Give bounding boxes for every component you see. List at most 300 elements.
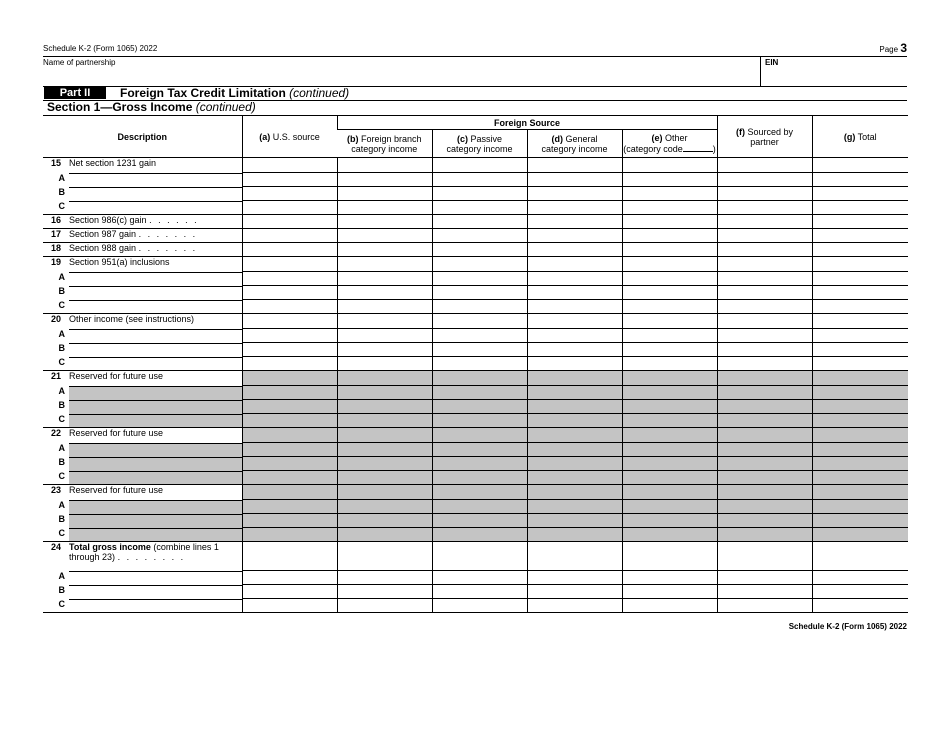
line-23-description	[43, 485, 242, 500]
amount-cell-col-a[interactable]	[242, 599, 337, 613]
line-16-description	[43, 215, 242, 229]
line-22-description	[43, 428, 242, 443]
amount-cell-col-e	[622, 443, 717, 457]
sub-line-entry	[69, 471, 242, 485]
amount-cell-col-f[interactable]	[717, 571, 812, 585]
amount-cell-col-a	[242, 371, 337, 386]
amount-cell-col-f	[717, 485, 812, 500]
amount-cell-col-g	[812, 471, 908, 485]
form-name: Schedule K-2 (Form 1065) 2022	[43, 44, 158, 53]
amount-cell-col-g[interactable]	[812, 229, 908, 243]
amount-cell-col-b	[337, 514, 432, 528]
sub-line-description	[43, 357, 242, 371]
line-23-row	[43, 485, 908, 500]
amount-cell-col-g	[812, 371, 908, 386]
amount-cell-col-f	[717, 528, 812, 542]
amount-cell-col-g[interactable]	[812, 300, 908, 314]
amount-cell-col-g[interactable]	[812, 314, 908, 329]
amount-cell-col-c	[432, 500, 527, 514]
line-number: 16	[50, 215, 61, 225]
amount-cell-col-a[interactable]	[242, 158, 337, 173]
sub-line-description	[43, 457, 242, 471]
amount-cell-col-c[interactable]	[432, 187, 527, 201]
amount-cell-col-d	[527, 414, 622, 428]
amount-cell-col-a	[242, 514, 337, 528]
amount-cell-col-c[interactable]	[432, 300, 527, 314]
sub-line-entry[interactable]	[69, 286, 242, 300]
amount-cell-col-d[interactable]	[527, 542, 622, 571]
amount-cell-col-d[interactable]	[527, 201, 622, 215]
amount-cell-col-b[interactable]	[337, 542, 432, 571]
amount-cell-col-f[interactable]	[717, 215, 812, 229]
sub-line-letter: B	[58, 186, 65, 197]
amount-cell-col-e[interactable]	[622, 187, 717, 201]
sub-line-entry[interactable]	[69, 357, 242, 371]
sub-line-letter: C	[58, 470, 65, 481]
amount-cell-col-f[interactable]	[717, 314, 812, 329]
sub-line-entry	[69, 386, 242, 400]
sub-line-description	[43, 272, 242, 286]
amount-cell-col-f	[717, 386, 812, 400]
sub-line-entry[interactable]	[69, 343, 242, 357]
amount-cell-col-a[interactable]	[242, 585, 337, 599]
amount-cell-col-a[interactable]	[242, 272, 337, 286]
amount-cell-col-e[interactable]	[622, 243, 717, 257]
line-16-row	[43, 215, 908, 229]
amount-cell-col-b[interactable]	[337, 585, 432, 599]
amount-cell-col-f[interactable]	[717, 585, 812, 599]
sub-line-letter: A	[58, 570, 65, 581]
amount-cell-col-e[interactable]	[622, 585, 717, 599]
sub-line-letter: A	[58, 499, 65, 510]
sub-line-description	[43, 300, 242, 314]
partnership-name-field[interactable]	[43, 68, 758, 85]
amount-cell-col-d[interactable]	[527, 215, 622, 229]
line-19-b-row	[43, 286, 908, 300]
amount-cell-col-f[interactable]	[717, 286, 812, 300]
sub-line-entry	[69, 528, 242, 542]
line-22-b-row	[43, 457, 908, 471]
amount-cell-col-b	[337, 386, 432, 400]
line-number: 21	[50, 371, 61, 381]
amount-cell-col-d[interactable]	[527, 173, 622, 187]
line-label: Reserved for future use	[69, 428, 164, 438]
amount-cell-col-d	[527, 528, 622, 542]
part-title-text: Foreign Tax Credit Limitation	[120, 86, 286, 100]
line-number: 19	[50, 257, 61, 267]
amount-cell-col-b	[337, 428, 432, 443]
sub-line-description	[43, 471, 242, 485]
amount-cell-col-f[interactable]	[717, 357, 812, 371]
amount-cell-col-e[interactable]	[622, 300, 717, 314]
amount-cell-col-a	[242, 528, 337, 542]
amount-cell-col-c[interactable]	[432, 272, 527, 286]
amount-cell-col-e[interactable]	[622, 329, 717, 343]
amount-cell-col-f	[717, 400, 812, 414]
amount-cell-col-b[interactable]	[337, 243, 432, 257]
amount-cell-col-a[interactable]	[242, 257, 337, 272]
amount-cell-col-f	[717, 414, 812, 428]
col-e-header: (e) Other (category code )	[622, 130, 717, 158]
sub-line-entry[interactable]	[69, 585, 242, 599]
amount-cell-col-g[interactable]	[812, 173, 908, 187]
line-24-row	[43, 542, 908, 571]
amount-cell-col-g[interactable]	[812, 243, 908, 257]
amount-cell-col-g[interactable]	[812, 329, 908, 343]
amount-cell-col-c	[432, 485, 527, 500]
line-21-a-row	[43, 386, 908, 400]
line-number: 17	[50, 229, 61, 239]
amount-cell-col-d	[527, 457, 622, 471]
amount-cell-col-c[interactable]	[432, 599, 527, 613]
amount-cell-col-g[interactable]	[812, 542, 908, 571]
amount-cell-col-d[interactable]	[527, 187, 622, 201]
amount-cell-col-b[interactable]	[337, 599, 432, 613]
line-24-b-row	[43, 585, 908, 599]
amount-cell-col-a	[242, 414, 337, 428]
amount-cell-col-a	[242, 400, 337, 414]
amount-cell-col-c[interactable]	[432, 243, 527, 257]
amount-cell-col-a[interactable]	[242, 571, 337, 585]
sub-line-letter: B	[58, 399, 65, 410]
amount-cell-col-g[interactable]	[812, 599, 908, 613]
sub-line-description	[43, 514, 242, 528]
amount-cell-col-b	[337, 471, 432, 485]
section-title-text: Section 1—Gross Income	[47, 100, 193, 114]
col-c-header: (c) Passive category income	[432, 130, 527, 158]
amount-cell-col-a	[242, 471, 337, 485]
sub-line-entry[interactable]	[69, 599, 242, 613]
amount-cell-col-g[interactable]	[812, 286, 908, 300]
amount-cell-col-b[interactable]	[337, 357, 432, 371]
category-code-field[interactable]	[683, 143, 713, 152]
gross-income-table	[43, 115, 908, 613]
line-20-b-row	[43, 343, 908, 357]
line-19-a-row	[43, 272, 908, 286]
sub-line-letter: A	[58, 385, 65, 396]
amount-cell-col-f	[717, 443, 812, 457]
sub-line-entry	[69, 400, 242, 414]
amount-cell-col-g[interactable]	[812, 571, 908, 585]
sub-line-entry[interactable]	[69, 173, 242, 187]
line-15-row	[43, 158, 908, 173]
amount-cell-col-c[interactable]	[432, 257, 527, 272]
amount-cell-col-f[interactable]	[717, 257, 812, 272]
amount-cell-col-b[interactable]	[337, 257, 432, 272]
amount-cell-col-d[interactable]	[527, 229, 622, 243]
page-indicator	[879, 41, 907, 55]
line-24-a-row	[43, 571, 908, 585]
amount-cell-col-c	[432, 528, 527, 542]
sub-line-letter: C	[58, 527, 65, 538]
amount-cell-col-b[interactable]	[337, 571, 432, 585]
sub-line-letter: A	[58, 271, 65, 282]
line-20-c-row	[43, 357, 908, 371]
amount-cell-col-g[interactable]	[812, 187, 908, 201]
line-18-description	[43, 243, 242, 257]
sub-line-description	[43, 571, 242, 585]
amount-cell-col-a[interactable]	[242, 187, 337, 201]
amount-cell-col-f[interactable]	[717, 542, 812, 571]
foreign-source-header: Foreign Source	[337, 116, 717, 130]
amount-cell-col-e[interactable]	[622, 542, 717, 571]
sub-line-description	[43, 500, 242, 514]
amount-cell-col-e[interactable]	[622, 158, 717, 173]
amount-cell-col-e[interactable]	[622, 229, 717, 243]
line-23-a-row	[43, 500, 908, 514]
amount-cell-col-b[interactable]	[337, 343, 432, 357]
ein-field[interactable]	[770, 68, 907, 85]
amount-cell-col-g[interactable]	[812, 257, 908, 272]
line-label: Net section 1231 gain	[69, 158, 157, 168]
amount-cell-col-g[interactable]	[812, 585, 908, 599]
amount-cell-col-b	[337, 371, 432, 386]
amount-cell-col-c[interactable]	[432, 215, 527, 229]
col-f-header: (f) Sourced by partner	[717, 116, 812, 158]
amount-cell-col-d[interactable]	[527, 286, 622, 300]
amount-cell-col-d[interactable]	[527, 158, 622, 173]
amount-cell-col-c[interactable]	[432, 343, 527, 357]
sub-line-entry[interactable]	[69, 571, 242, 585]
amount-cell-col-b[interactable]	[337, 300, 432, 314]
amount-cell-col-f[interactable]	[717, 173, 812, 187]
amount-cell-col-g[interactable]	[812, 357, 908, 371]
line-19-description	[43, 257, 242, 272]
line-17-description	[43, 229, 242, 243]
amount-cell-col-e[interactable]	[622, 571, 717, 585]
amount-cell-col-d[interactable]	[527, 571, 622, 585]
sub-line-letter: A	[58, 328, 65, 339]
line-20-a-row	[43, 329, 908, 343]
sub-line-entry	[69, 500, 242, 514]
sub-line-entry[interactable]	[69, 272, 242, 286]
amount-cell-col-d	[527, 514, 622, 528]
amount-cell-col-e[interactable]	[622, 257, 717, 272]
amount-cell-col-f[interactable]	[717, 343, 812, 357]
amount-cell-col-b	[337, 443, 432, 457]
amount-cell-col-c[interactable]	[432, 173, 527, 187]
amount-cell-col-d[interactable]	[527, 257, 622, 272]
amount-cell-col-c[interactable]	[432, 585, 527, 599]
amount-cell-col-a[interactable]	[242, 329, 337, 343]
amount-cell-col-g[interactable]	[812, 272, 908, 286]
sub-line-letter: C	[58, 200, 65, 211]
amount-cell-col-f[interactable]	[717, 329, 812, 343]
amount-cell-col-b[interactable]	[337, 215, 432, 229]
amount-cell-col-b	[337, 500, 432, 514]
amount-cell-col-f	[717, 500, 812, 514]
amount-cell-col-a[interactable]	[242, 286, 337, 300]
sub-line-description	[43, 187, 242, 201]
amount-cell-col-d[interactable]	[527, 300, 622, 314]
amount-cell-col-f[interactable]	[717, 243, 812, 257]
line-23-c-row	[43, 528, 908, 542]
amount-cell-col-c	[432, 414, 527, 428]
amount-cell-col-d[interactable]	[527, 314, 622, 329]
sub-line-description	[43, 443, 242, 457]
amount-cell-col-e[interactable]	[622, 201, 717, 215]
amount-cell-col-b[interactable]	[337, 329, 432, 343]
amount-cell-col-f[interactable]	[717, 158, 812, 173]
amount-cell-col-d	[527, 386, 622, 400]
amount-cell-col-d[interactable]	[527, 343, 622, 357]
amount-cell-col-g[interactable]	[812, 201, 908, 215]
amount-cell-col-a[interactable]	[242, 215, 337, 229]
col-a-header: (a) U.S. source	[242, 116, 337, 158]
amount-cell-col-b[interactable]	[337, 286, 432, 300]
amount-cell-col-e	[622, 371, 717, 386]
amount-cell-col-a[interactable]	[242, 201, 337, 215]
amount-cell-col-b[interactable]	[337, 201, 432, 215]
amount-cell-col-f[interactable]	[717, 599, 812, 613]
line-15-description	[43, 158, 242, 173]
amount-cell-col-d	[527, 371, 622, 386]
amount-cell-col-c	[432, 428, 527, 443]
amount-cell-col-a[interactable]	[242, 300, 337, 314]
amount-cell-col-c	[432, 443, 527, 457]
sub-line-letter: C	[58, 598, 65, 609]
amount-cell-col-f[interactable]	[717, 201, 812, 215]
amount-cell-col-c[interactable]	[432, 314, 527, 329]
amount-cell-col-d[interactable]	[527, 357, 622, 371]
line-19-row	[43, 257, 908, 272]
amount-cell-col-e[interactable]	[622, 599, 717, 613]
sub-line-entry[interactable]	[69, 201, 242, 215]
sub-line-description	[43, 329, 242, 343]
amount-cell-col-e[interactable]	[622, 173, 717, 187]
line-19-c-row	[43, 300, 908, 314]
amount-cell-col-g	[812, 514, 908, 528]
amount-cell-col-d[interactable]	[527, 243, 622, 257]
amount-cell-col-a[interactable]	[242, 542, 337, 571]
amount-cell-col-c	[432, 514, 527, 528]
amount-cell-col-b[interactable]	[337, 272, 432, 286]
line-number: 18	[50, 243, 61, 253]
line-label: Reserved for future use	[69, 485, 164, 495]
amount-cell-col-a[interactable]	[242, 229, 337, 243]
sub-line-letter: C	[58, 299, 65, 310]
amount-cell-col-e	[622, 471, 717, 485]
sub-line-description	[43, 173, 242, 187]
sub-line-entry	[69, 414, 242, 428]
amount-cell-col-d[interactable]	[527, 329, 622, 343]
section-title-suffix: (continued)	[195, 100, 256, 114]
amount-cell-col-c[interactable]	[432, 542, 527, 571]
amount-cell-col-d	[527, 500, 622, 514]
sub-line-entry[interactable]	[69, 329, 242, 343]
line-number: 20	[50, 314, 61, 324]
amount-cell-col-f[interactable]	[717, 229, 812, 243]
amount-cell-col-f[interactable]	[717, 272, 812, 286]
amount-cell-col-b[interactable]	[337, 173, 432, 187]
line-label: Section 986(c) gain	[69, 215, 147, 225]
amount-cell-col-e[interactable]	[622, 215, 717, 229]
amount-cell-col-a	[242, 443, 337, 457]
amount-cell-col-f	[717, 471, 812, 485]
amount-cell-col-f[interactable]	[717, 300, 812, 314]
sub-line-entry[interactable]	[69, 300, 242, 314]
line-number: 15	[50, 158, 61, 168]
line-label: Total gross income (combine lines 1	[69, 542, 219, 552]
page-label: Page	[879, 45, 899, 54]
amount-cell-col-g[interactable]	[812, 158, 908, 173]
amount-cell-col-e[interactable]	[622, 357, 717, 371]
amount-cell-col-b[interactable]	[337, 314, 432, 329]
amount-cell-col-g[interactable]	[812, 215, 908, 229]
amount-cell-col-d[interactable]	[527, 599, 622, 613]
amount-cell-col-g	[812, 485, 908, 500]
amount-cell-col-e[interactable]	[622, 272, 717, 286]
sub-line-description	[43, 343, 242, 357]
amount-cell-col-c[interactable]	[432, 229, 527, 243]
line-18-row	[43, 243, 908, 257]
amount-cell-col-b[interactable]	[337, 187, 432, 201]
sub-line-letter: B	[58, 456, 65, 467]
line-24-description: 24 Total gross income (combine lines 1 through 23) . . . . . . . .	[43, 542, 242, 571]
amount-cell-col-f[interactable]	[717, 187, 812, 201]
sub-line-letter: A	[58, 442, 65, 453]
line-22-c-row	[43, 471, 908, 485]
amount-cell-col-c[interactable]	[432, 201, 527, 215]
amount-cell-col-c[interactable]	[432, 329, 527, 343]
amount-cell-col-d[interactable]	[527, 585, 622, 599]
amount-cell-col-c[interactable]	[432, 357, 527, 371]
sub-line-description	[43, 286, 242, 300]
sub-line-letter: B	[58, 584, 65, 595]
amount-cell-col-d[interactable]	[527, 272, 622, 286]
amount-cell-col-a	[242, 485, 337, 500]
amount-cell-col-g	[812, 428, 908, 443]
amount-cell-col-g	[812, 500, 908, 514]
sub-line-letter: B	[58, 513, 65, 524]
leader-dots: . . . . . . .	[138, 243, 198, 253]
amount-cell-col-g	[812, 400, 908, 414]
line-label: Other income (see instructions)	[69, 314, 195, 324]
amount-cell-col-a[interactable]	[242, 357, 337, 371]
amount-cell-col-c	[432, 400, 527, 414]
amount-cell-col-b[interactable]	[337, 229, 432, 243]
amount-cell-col-e[interactable]	[622, 286, 717, 300]
amount-cell-col-c[interactable]	[432, 286, 527, 300]
amount-cell-col-d	[527, 485, 622, 500]
amount-cell-col-g[interactable]	[812, 343, 908, 357]
amount-cell-col-a	[242, 500, 337, 514]
amount-cell-col-g	[812, 457, 908, 471]
amount-cell-col-c[interactable]	[432, 158, 527, 173]
line-number: 23	[50, 485, 61, 495]
amount-cell-col-f	[717, 457, 812, 471]
amount-cell-col-g	[812, 528, 908, 542]
amount-cell-col-a[interactable]	[242, 243, 337, 257]
amount-cell-col-e[interactable]	[622, 314, 717, 329]
amount-cell-col-b	[337, 414, 432, 428]
amount-cell-col-b[interactable]	[337, 158, 432, 173]
sub-line-entry[interactable]	[69, 187, 242, 201]
amount-cell-col-g	[812, 386, 908, 400]
amount-cell-col-c[interactable]	[432, 571, 527, 585]
amount-cell-col-a[interactable]	[242, 314, 337, 329]
amount-cell-col-a[interactable]	[242, 343, 337, 357]
sub-line-letter: B	[58, 342, 65, 353]
amount-cell-col-e	[622, 485, 717, 500]
col-g-header: (g) Total	[812, 116, 908, 158]
amount-cell-col-a[interactable]	[242, 173, 337, 187]
amount-cell-col-e[interactable]	[622, 343, 717, 357]
sub-line-description	[43, 386, 242, 400]
line-15-b-row	[43, 187, 908, 201]
partnership-name-label: Name of partnership	[43, 58, 116, 67]
sub-line-letter: C	[58, 413, 65, 424]
